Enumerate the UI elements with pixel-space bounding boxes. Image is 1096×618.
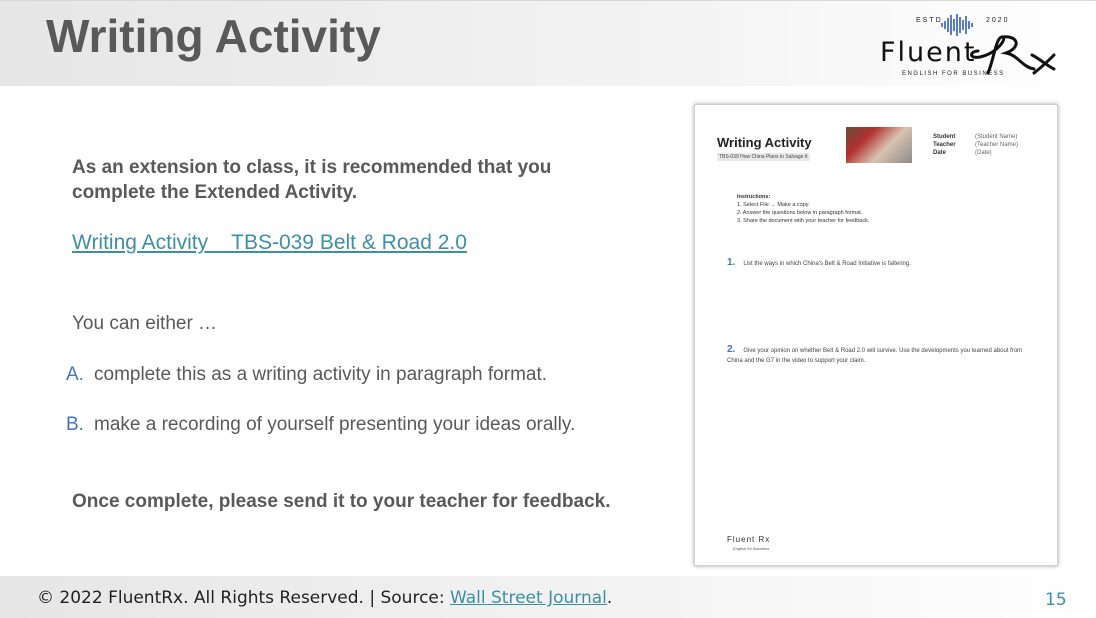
option-b-text: make a recording of yourself presenting your ideas orally. [94, 414, 576, 435]
doc-meta-value: (Date) [975, 150, 992, 156]
doc-subtitle: TBS-039 How China Plans to Salvage It [719, 154, 808, 160]
option-b [66, 414, 575, 436]
logo-est-label: ESTD [916, 17, 943, 24]
closing-text: Once complete, please send it to your teacher for feedback. [72, 491, 611, 512]
doc-question-number: 1. [727, 257, 736, 268]
document-preview[interactable] [694, 104, 1058, 566]
option-a [66, 364, 547, 386]
doc-question-number: 2. [727, 344, 736, 355]
header-bar [0, 0, 1096, 86]
option-a-marker: A. [66, 364, 84, 385]
doc-meta-value: (Teacher Name) [975, 142, 1019, 148]
doc-instruction-item: 2. Answer the questions below in paragraph format. [737, 210, 863, 216]
either-text: You can either … [72, 313, 218, 334]
logo-tagline: ENGLISH FOR BUSINESS [902, 71, 1005, 77]
doc-thumbnail-image [846, 127, 912, 163]
doc-meta-labels [933, 133, 956, 157]
logo-wordmark: Fluent [880, 37, 977, 68]
intro-text: As an extension to class, it is recommended that you complete the Extended Activity. [72, 157, 552, 203]
source-link[interactable]: Wall Street Journal [450, 588, 607, 608]
doc-footer-tagline: English for Business [733, 546, 770, 551]
footer-bar [0, 576, 1096, 618]
page-title: Writing Activity [46, 10, 381, 62]
fluentrx-logo [876, 11, 1076, 81]
doc-question-text: List the ways in which China's Belt & Road Initiative is faltering. [743, 261, 911, 267]
doc-meta-label: Date [933, 150, 947, 156]
doc-instruction-item: 3. Share the document with your teacher for feedback. [737, 218, 870, 224]
writing-activity-link[interactable]: Writing Activity _ TBS-039 Belt & Road 2.0 [72, 231, 467, 254]
option-a-text: complete this as a writing activity in paragraph format. [94, 364, 548, 385]
doc-question-2 [727, 345, 1037, 366]
doc-instructions-heading: Instructions: [737, 194, 771, 200]
doc-footer-brand: Fluent Rx [727, 535, 771, 544]
rx-script-icon [968, 29, 1072, 77]
logo-year-label: 2020 [986, 17, 1010, 24]
doc-instruction-item: 1. Select File → Make a copy. [737, 202, 810, 208]
doc-question-text: Give your opinion on whether Belt & Road 2.0 will survive. Use the developments you learned about from China and the G7 in the video to support your claim. [727, 348, 1023, 364]
doc-meta-label: Student [933, 134, 956, 140]
doc-meta-values [975, 133, 1018, 157]
doc-instructions [737, 193, 869, 225]
doc-question-1 [727, 257, 911, 268]
copyright-period: . [606, 588, 613, 608]
doc-meta-value: (Student Name) [975, 134, 1018, 140]
doc-title: Writing Activity [717, 135, 812, 150]
page-number: 15 [1045, 590, 1067, 610]
option-b-marker: B. [66, 414, 84, 435]
copyright-label: © 2022 FluentRx. All Rights Reserved. | Source: [37, 588, 451, 608]
doc-meta-label: Teacher [933, 142, 956, 148]
copyright-text [37, 588, 612, 608]
